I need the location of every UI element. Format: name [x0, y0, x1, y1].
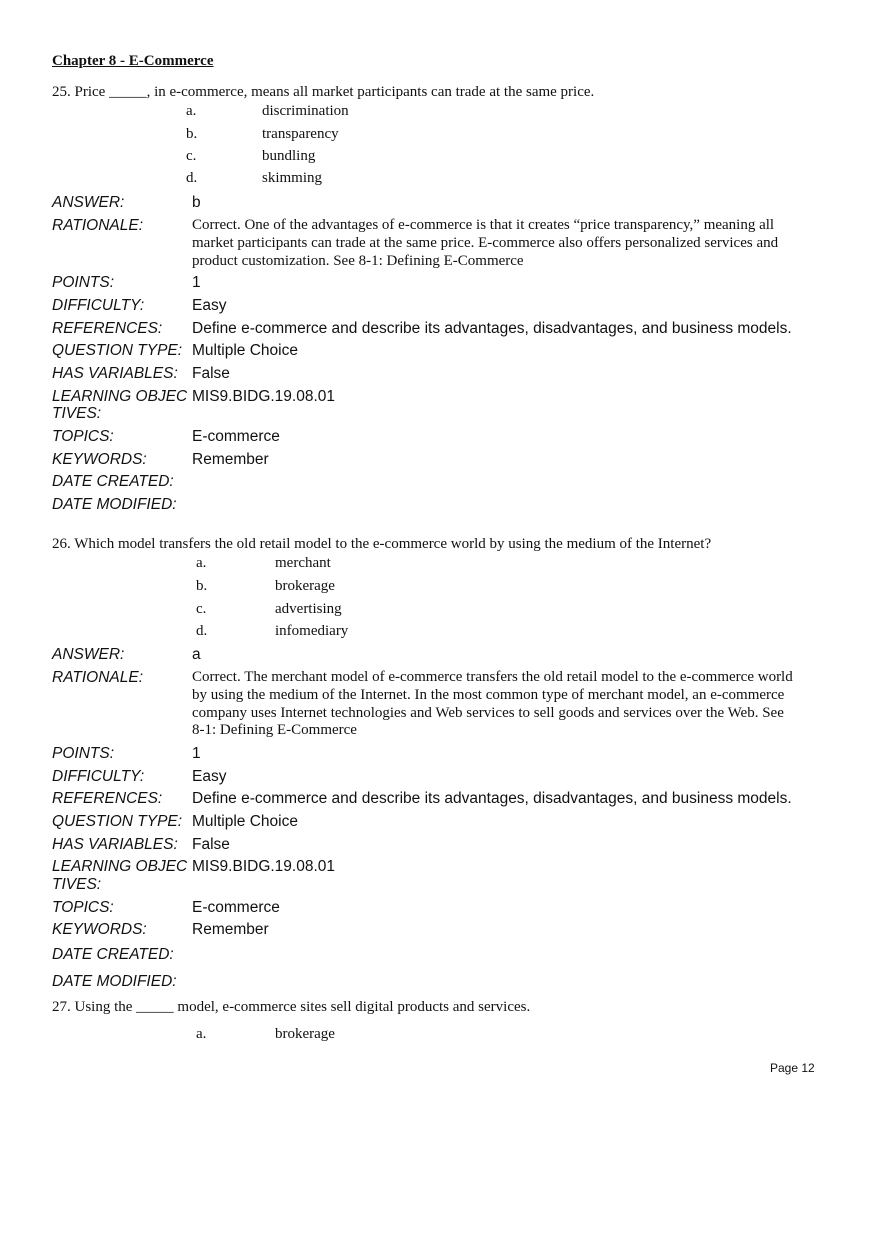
difficulty-value: Easy [192, 768, 227, 785]
difficulty-value: Easy [192, 297, 227, 314]
points-label: POINTS: [52, 274, 115, 291]
option-text: transparency [262, 126, 339, 142]
references-label: REFERENCES: [52, 790, 163, 807]
option-letter: a. [186, 103, 197, 119]
rationale-line: company uses Internet technologies and Web services to sell goods and services over the Web. See [192, 704, 784, 721]
question-type-label: QUESTION TYPE: [52, 813, 183, 830]
has-variables-value: False [192, 836, 230, 853]
difficulty-label: DIFFICULTY: [52, 297, 145, 314]
answer-label: ANSWER: [52, 646, 125, 663]
topics-value: E-commerce [192, 428, 280, 445]
learning-objectives-label: LEARNING OBJEC [52, 858, 188, 875]
date-created-label: DATE CREATED: [52, 946, 174, 963]
answer-value: b [192, 194, 201, 211]
page-number: Page 12 [770, 1061, 815, 1075]
chapter-title: Chapter 8 - E-Commerce [52, 53, 214, 69]
topics-label: TOPICS: [52, 428, 114, 445]
date-created-label: DATE CREATED: [52, 473, 174, 490]
option-letter: a. [196, 1026, 207, 1042]
option-text: brokerage [275, 1026, 335, 1042]
option-letter: d. [186, 170, 198, 186]
points-value: 1 [192, 745, 201, 762]
option-text: infomediary [275, 623, 349, 639]
option-letter: c. [196, 601, 207, 617]
learning-objectives-value: MIS9.BIDG.19.08.01 [192, 388, 336, 405]
option-text: brokerage [275, 578, 335, 594]
option-text: bundling [262, 148, 316, 164]
rationale-line: Correct. The merchant model of e-commerce transfers the old retail model to the e-commerce world [192, 669, 793, 685]
learning-objectives-label: LEARNING OBJEC [52, 388, 188, 405]
option-text: discrimination [262, 103, 349, 119]
question-type-value: Multiple Choice [192, 342, 298, 359]
question-text: 26. Which model transfers the old retail model to the e-commerce world by using the medium of the Internet? [52, 536, 712, 552]
points-label: POINTS: [52, 745, 115, 762]
keywords-label: KEYWORDS: [52, 921, 147, 938]
rationale-line: 8-1: Defining E-Commerce [192, 722, 357, 739]
question-type-label: QUESTION TYPE: [52, 342, 183, 359]
answer-label: ANSWER: [52, 194, 125, 211]
references-label: REFERENCES: [52, 320, 163, 337]
option-letter: c. [186, 148, 197, 164]
option-letter: a. [196, 555, 207, 571]
option-letter: b. [186, 126, 198, 142]
rationale-label: RATIONALE: [52, 217, 144, 234]
rationale-label: RATIONALE: [52, 669, 144, 686]
rationale-text [192, 669, 852, 740]
rationale-line: Correct. One of the advantages of e-commerce is that it creates “price transparency,” meaning all [192, 217, 775, 233]
learning-objectives-label-cont: TIVES: [52, 405, 102, 422]
question-text: 25. Price _____, in e-commerce, means all market participants can trade at the same price. [52, 84, 595, 100]
has-variables-label: HAS VARIABLES: [52, 836, 178, 853]
references-value: Define e-commerce and describe its advantages, disadvantages, and business models. [192, 320, 792, 337]
rationale-line: by using the medium of the Internet. In the most common type of merchant model, an e-commerce [192, 686, 785, 703]
rationale-line: market participants can trade at the same price. E-commerce also offers personalized services and [192, 234, 779, 251]
date-modified-label: DATE MODIFIED: [52, 973, 177, 990]
option-text: advertising [275, 601, 342, 617]
points-value: 1 [192, 274, 201, 291]
difficulty-label: DIFFICULTY: [52, 768, 145, 785]
keywords-value: Remember [192, 921, 269, 938]
topics-value: E-commerce [192, 899, 280, 916]
option-letter: b. [196, 578, 208, 594]
option-text: skimming [262, 170, 323, 186]
question-type-value: Multiple Choice [192, 813, 298, 830]
rationale-text [192, 217, 832, 270]
keywords-value: Remember [192, 451, 269, 468]
references-value: Define e-commerce and describe its advantages, disadvantages, and business models. [192, 790, 792, 807]
keywords-label: KEYWORDS: [52, 451, 147, 468]
learning-objectives-label-cont: TIVES: [52, 876, 102, 893]
option-text: merchant [275, 555, 331, 571]
answer-value: a [192, 646, 201, 663]
date-modified-label: DATE MODIFIED: [52, 496, 177, 513]
learning-objectives-value: MIS9.BIDG.19.08.01 [192, 858, 336, 875]
option-letter: d. [196, 623, 208, 639]
topics-label: TOPICS: [52, 899, 114, 916]
rationale-line: product customization. See 8-1: Defining E-Commerce [192, 252, 524, 269]
question-text: 27. Using the _____ model, e-commerce sites sell digital products and services. [52, 999, 531, 1015]
has-variables-value: False [192, 365, 230, 382]
has-variables-label: HAS VARIABLES: [52, 365, 178, 382]
